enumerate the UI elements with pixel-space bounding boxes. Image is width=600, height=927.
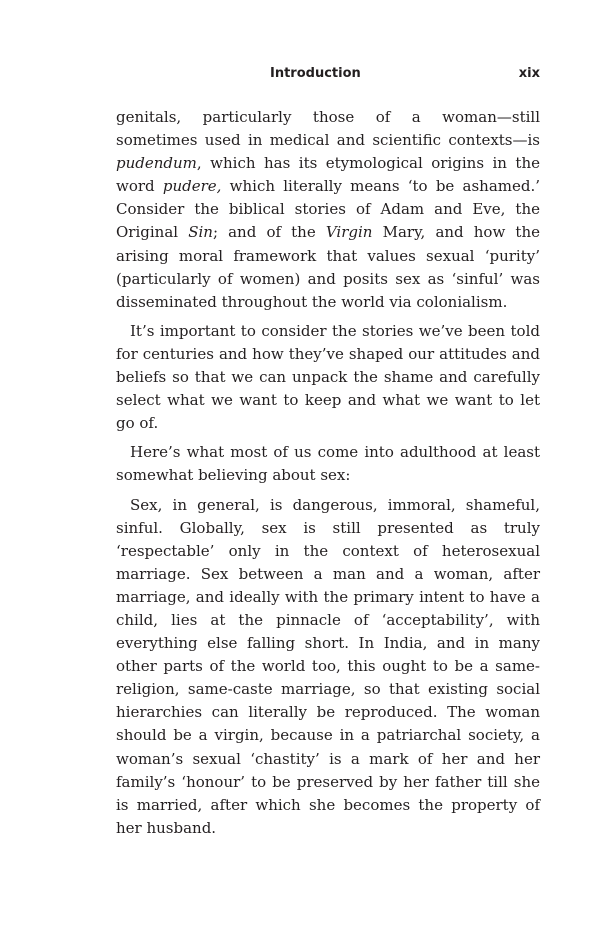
text-run: which literally means ‘to be ashamed.’ Consider the biblical stories of Adam and Eve, the Original — [116, 177, 540, 242]
italic-text: pudere, — [162, 177, 222, 196]
text-run: genitals, particularly those of a woman—still sometimes used in medical and scientific contexts—is — [116, 108, 540, 150]
italic-text: Sin — [188, 223, 213, 242]
text-run: Sex, in general, is dangerous, immoral, shameful, sinful. Globally, sex is still presented as truly ‘respectable’ only in the context of heterosexual marriage. Sex between a man and a woman, after marriage, and ideally with the primary intent to have a child, lies at the pinnacle of ‘acceptability’, with everything else falling short. In India, and in many other parts of the world too, this ought to be a same-religion, same-caste marriage, so that existing social hierarchies can literally be reproduced. The woman should be a virgin, because in a patriarchal society, a woman’s sexual ‘chastity’ is a mark of her and her family’s ‘honour’ to be preserved by her father till she is married, after which she becomes the property of her husband. — [116, 495, 540, 837]
text-run: It’s important to consider the stories we’ve been told for centuries and how they’ve shaped our attitudes and beliefs so that we can unpack the shame and carefully select what we want to keep and what we want to let go of. — [116, 321, 540, 433]
body-text — [116, 106, 540, 840]
page-number: xix — [518, 66, 540, 81]
paragraph — [116, 441, 540, 487]
italic-text: pudendum — [116, 154, 197, 173]
text-run: , which has its etymological origins in the word — [116, 154, 540, 196]
chapter-title: Introduction — [270, 66, 361, 81]
paragraph — [116, 106, 540, 314]
text-run: Here’s what most of us come into adulthood at least somewhat believing about sex: — [116, 443, 540, 485]
italic-text: Virgin — [325, 223, 373, 242]
running-head — [116, 66, 540, 86]
paragraph — [116, 494, 540, 840]
text-run: ; and of the — [212, 223, 326, 242]
text-run: Mary, and how the arising moral framework that values sexual ‘purity’ (particularly of women) and posits sex as ‘sinful’ was disseminated throughout the world via colonialism. — [116, 223, 540, 311]
paragraph — [116, 320, 540, 435]
